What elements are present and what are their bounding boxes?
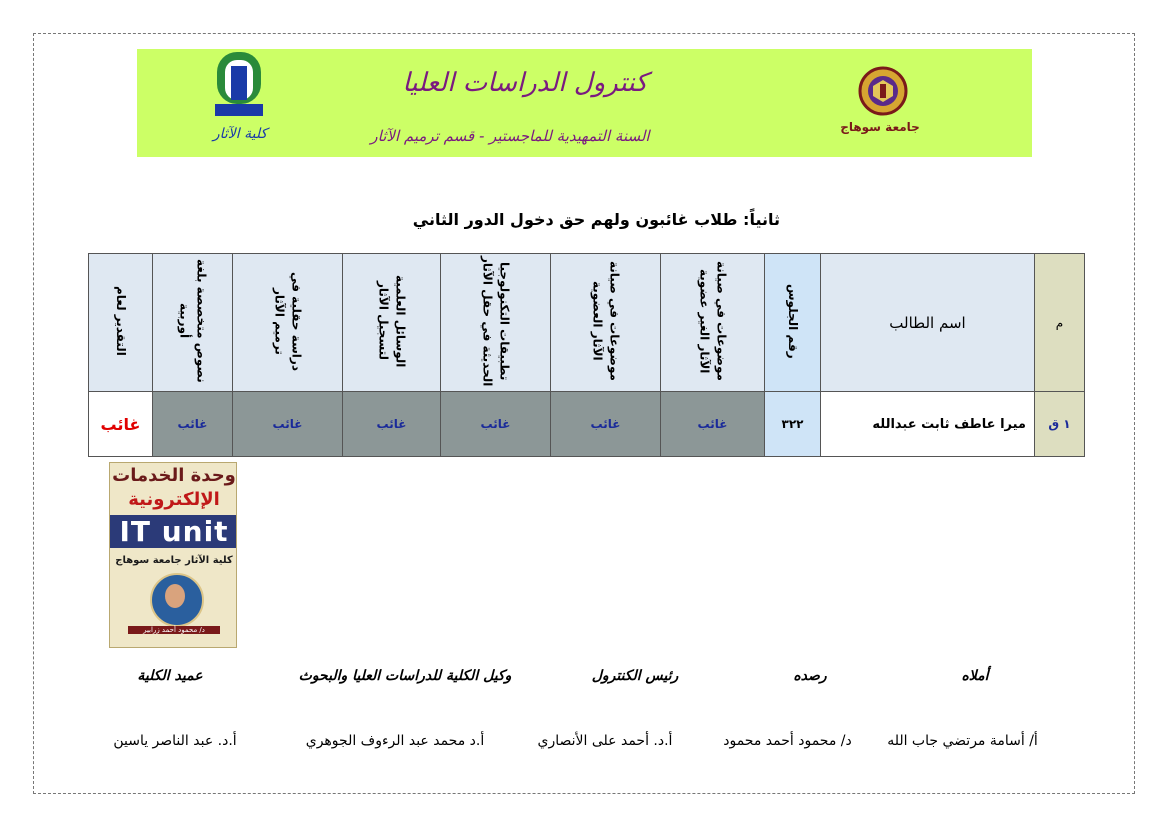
header-european-texts: نصوص متخصصة بلغة أوربية [153,254,233,392]
role-dean: عميد الكلية [137,668,203,684]
banner-subtitle: السنة التمهيدية للماجستير - قسم ترميم الآثار [370,127,650,145]
header-grade: التقدير لعام [89,254,153,392]
section-title: ثانياً: طلاب غائبون ولهم حق دخول الدور الثاني [412,210,780,229]
it-unit-name: د/ محمود أحمد زرابير [128,626,220,634]
name-dean: أ.د. عبد الناصر ياسين [113,733,237,749]
role-control-head: رئيس الكنترول [591,668,679,684]
cell-modern-technology: غائب [441,392,551,457]
cell-grade: غائب [89,392,153,457]
cell-m: ١ ق [1035,392,1085,457]
university-name: جامعة سوهاج [840,120,920,134]
header-modern-technology: تطبيقات التكنولوجيا الحديثة في حقل الآثار [441,254,551,392]
university-logo-icon [857,66,909,116]
it-unit-badge [109,462,237,648]
header-field-study: دراسة حقلية في ترميم الآثار [233,254,343,392]
it-unit-line1: وحدة الخدمات [112,465,236,486]
role-vice-dean: وكيل الكلية للدراسات العليا والبحوث [298,668,512,684]
cell-seat-number: ٣٢٢ [765,392,821,457]
header-student-name: اسم الطالب [821,254,1035,392]
table-row [89,392,1085,457]
cell-inorganic-conservation: غائب [661,392,765,457]
cell-student-name: ميرا عاطف ثابت عبدالله [821,392,1035,457]
name-control-head: أ.د. أحمد على الأنصاري [537,733,673,749]
header-seat-number: رقم الجلوس [765,254,821,392]
it-unit-line4: كلية الآثار جامعة سوهاج [115,555,233,566]
header-inorganic-conservation: موضوعات في صيانة الآثار الغير عضوية [661,254,765,392]
faculty-logo-icon [211,50,267,120]
name-vice-dean: أ.د محمد عبد الرءوف الجوهري [305,733,485,749]
it-unit-line2: الإلكترونية [128,489,220,510]
header-organic-conservation: موضوعات في صيانة الآثار العضوية [551,254,661,392]
header-m: م [1035,254,1085,392]
header-scientific-recording: الوسائل العلمية لتسجيل الآثار [343,254,441,392]
portrait-icon [150,573,204,627]
table-header-row [89,254,1085,392]
role-dictated: أملاه [961,668,989,684]
faculty-name: كلية الآثار [212,126,268,142]
name-recorded: د/ محمود أحمد محمود [723,733,852,749]
name-dictated: أ/ أسامة مرتضي جاب الله [887,733,1038,749]
it-unit-line3: IT unit [110,515,237,548]
cell-scientific-recording: غائب [343,392,441,457]
role-recorded: رصده [793,668,827,684]
cell-field-study: غائب [233,392,343,457]
banner-title: كنترول الدراسات العليا [402,68,648,98]
cell-organic-conservation: غائب [551,392,661,457]
cell-european-texts: غائب [153,392,233,457]
grades-table [88,253,1085,457]
